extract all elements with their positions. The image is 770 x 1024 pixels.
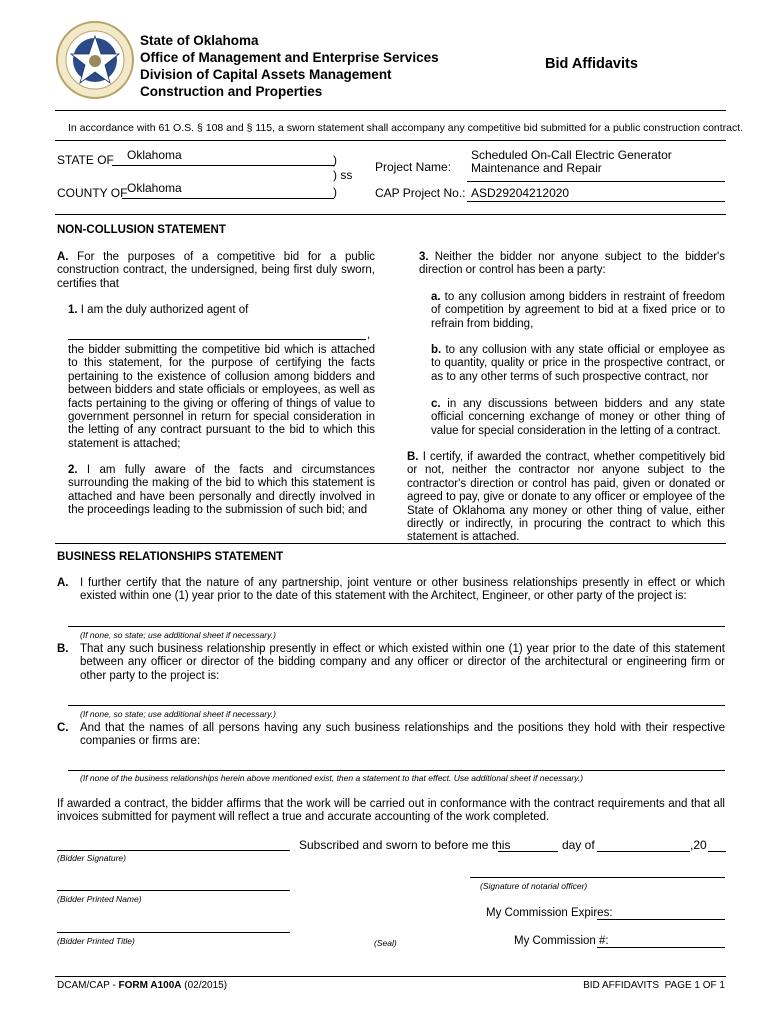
footer-form: FORM A100A xyxy=(118,980,182,991)
noncollusion-1-text: I am the duly authorized agent of xyxy=(80,304,249,316)
business-a-note: (If none, so state; use additional sheet if necessary.) xyxy=(80,630,276,640)
commission-number-line[interactable] xyxy=(597,947,725,948)
noncollusion-3c-text: in any discussions between bidders and any state official concerning exchange of money or other thing of value for special consideration in the letting of a contract. xyxy=(431,398,725,437)
bidder-printed-name-caption: (Bidder Printed Name) xyxy=(57,894,142,904)
noncollusion-3-label: 3. xyxy=(419,251,429,263)
bidder-signature-caption: (Bidder Signature) xyxy=(57,853,126,863)
business-c-label: C. xyxy=(57,722,69,734)
noncollusion-3b-text: to any collusion with any state official or employee as to quantity, quality or price in the prospective contract, or as to any other terms of such prospective contract, nor xyxy=(431,344,725,383)
agency-header xyxy=(140,32,439,100)
noncollusion-3-text: Neither the bidder nor anyone subject to the bidder's direction or control has been a party: xyxy=(419,251,725,277)
seal-caption: (Seal) xyxy=(374,938,397,948)
project-name-value-1[interactable]: Scheduled On-Call Electric Generator xyxy=(471,148,672,162)
cap-project-line xyxy=(467,201,725,202)
business-c-note: (If none of the business relationships herein above mentioned exist, then a statement to that effect. Use additional sheet if necessary.) xyxy=(80,773,584,783)
footer-page: BID AFFIDAVITS PAGE 1 OF 1 xyxy=(583,980,725,991)
project-name-line xyxy=(467,181,725,182)
state-value[interactable]: Oklahoma xyxy=(127,148,182,162)
state-seal xyxy=(55,14,135,106)
venue-paren-1: ) xyxy=(333,153,337,167)
business-b-note: (If none, so state; use additional sheet if necessary.) xyxy=(80,709,276,719)
state-label: STATE OF xyxy=(57,153,114,167)
agent-name-line[interactable] xyxy=(68,339,366,340)
commission-expires-line[interactable] xyxy=(597,919,725,920)
closing-statement: If awarded a contract, the bidder affirms that the work will be carried out in conformance with the contract requirements and that all invoices submitted for payment will reflect a true and accurate accounting of the work completed. xyxy=(57,798,725,824)
noncollusion-divider xyxy=(55,543,726,544)
bidder-signature-line[interactable] xyxy=(57,850,290,851)
bidder-printed-name-line[interactable] xyxy=(57,890,290,891)
business-c-text: And that the names of all persons having any such business relationships and the positions they hold with their respective companies or firms are: xyxy=(80,722,725,748)
footer-form-id xyxy=(57,980,227,991)
noncollusion-1-cont: the bidder submitting the competitive bid which is attached to this statement, for the purpose of certifying the facts pertaining to the existence of collusion among bidders and between bidders and state officials or employees, as well as facts pertaining to the giving or offering of things of value to government personnel in return for special consideration in the letting of any contract pursuant to the bid to which this statement is attached; xyxy=(68,344,375,450)
sworn-year-line[interactable] xyxy=(708,851,726,852)
noncollusion-b-label: B. xyxy=(407,451,419,463)
notary-signature-line[interactable] xyxy=(470,877,725,878)
noncollusion-2 xyxy=(68,464,375,518)
business-b-label: B. xyxy=(57,643,69,655)
header-line-1: State of Oklahoma xyxy=(140,33,259,48)
intro-divider xyxy=(55,140,726,141)
notary-signature-caption: (Signature of notarial officer) xyxy=(480,881,588,891)
header-line-4: Construction and Properties xyxy=(140,84,323,99)
business-b-text: That any such business relationship presently in effect or which existed within one (1) year prior to the date of this statement between any officer or director of the bidding company and any officer or director of the architectural or engineering firm or other party to the project is: xyxy=(80,643,725,682)
sworn-month-line[interactable] xyxy=(597,851,690,852)
project-name-label: Project Name: xyxy=(375,160,452,174)
county-field-line xyxy=(122,198,334,199)
subscribed-text: Subscribed and sworn to before me this xyxy=(299,838,511,852)
noncollusion-3b xyxy=(431,344,725,384)
document-title: Bid Affidavits xyxy=(545,56,638,72)
agent-comma: , xyxy=(367,329,371,341)
footer-prefix: DCAM/CAP - xyxy=(57,980,119,991)
noncollusion-3 xyxy=(419,251,725,278)
commission-number-label: My Commission #: xyxy=(514,935,609,947)
noncollusion-3b-label: b. xyxy=(431,344,442,356)
noncollusion-1-label: 1. xyxy=(68,304,78,316)
cap-project-label: CAP Project No.: xyxy=(375,186,466,200)
header-line-3: Division of Capital Assets Management xyxy=(140,67,392,82)
cap-project-value[interactable]: ASD29204212020 xyxy=(471,186,570,200)
header-divider xyxy=(55,110,726,111)
header-line-2: Office of Management and Enterprise Services xyxy=(140,50,439,65)
business-title: BUSINESS RELATIONSHIPS STATEMENT xyxy=(57,551,284,563)
bidder-printed-title-caption: (Bidder Printed Title) xyxy=(57,936,135,946)
noncollusion-b xyxy=(407,451,725,545)
intro-text: In accordance with 61 O.S. § 108 and § 115, a sworn statement shall accompany any competitive bid submitted for a public construction contract. xyxy=(68,122,744,134)
venue-divider xyxy=(55,214,726,215)
commission-expires-label: My Commission Expires: xyxy=(486,907,613,919)
noncollusion-a-label: A. xyxy=(57,251,69,263)
year-prefix: ,20 xyxy=(690,838,707,852)
state-field-line xyxy=(112,165,334,166)
business-a-label: A. xyxy=(57,577,69,589)
footer-divider xyxy=(55,976,726,977)
noncollusion-3c xyxy=(431,398,725,438)
bidder-printed-title-line[interactable] xyxy=(57,932,290,933)
business-a-text: I further certify that the nature of any partnership, joint venture or other business relationships presently in effect or which existed within one (1) year prior to the date of this statement with the Architect, Engineer, or other party of the project is: xyxy=(80,577,725,603)
noncollusion-3a xyxy=(431,291,725,331)
noncollusion-3a-text: to any collusion among bidders in restraint of freedom of competition by agreement to bid at a fixed price or to refrain from bidding, xyxy=(431,291,725,330)
business-c-answer-line[interactable] xyxy=(68,770,725,771)
county-value[interactable]: Oklahoma xyxy=(127,181,182,195)
noncollusion-a-text: For the purposes of a competitive bid for a public construction contract, the undersigned, being first duly sworn, certifies that xyxy=(57,251,375,290)
day-of-text: day of xyxy=(562,838,595,852)
footer-suffix: (02/2015) xyxy=(181,980,228,991)
noncollusion-a xyxy=(57,251,375,291)
noncollusion-b-text: I certify, if awarded the contract, whether competitively bid or not, neither the contractor nor anyone subject to the contractor's direction or control has paid, given or donated or agreed to pay, give or donate to any officer or employee of the State of Oklahoma any money or other thing of value, either directly or indirectly, in procuring the contract to which this statement is attached. xyxy=(407,451,725,544)
project-name-value-2[interactable]: Maintenance and Repair xyxy=(471,161,602,175)
venue-paren-3: ) xyxy=(333,185,337,199)
noncollusion-2-label: 2. xyxy=(68,464,78,476)
business-b-answer-line[interactable] xyxy=(68,705,725,706)
noncollusion-3a-label: a. xyxy=(431,291,441,303)
noncollusion-title: NON-COLLUSION STATEMENT xyxy=(57,224,226,236)
venue-ss: ) ss xyxy=(333,168,353,182)
noncollusion-3c-label: c. xyxy=(431,398,441,410)
noncollusion-1 xyxy=(68,304,248,317)
sworn-day-line[interactable] xyxy=(498,851,558,852)
noncollusion-2-text: I am fully aware of the facts and circumstances surrounding the making of the bid to which this statement is attached and have been personally and directly involved in the proceedings leading to the submission of such bid; and xyxy=(68,464,375,517)
business-a-answer-line[interactable] xyxy=(68,626,725,627)
county-label: COUNTY OF xyxy=(57,186,128,200)
